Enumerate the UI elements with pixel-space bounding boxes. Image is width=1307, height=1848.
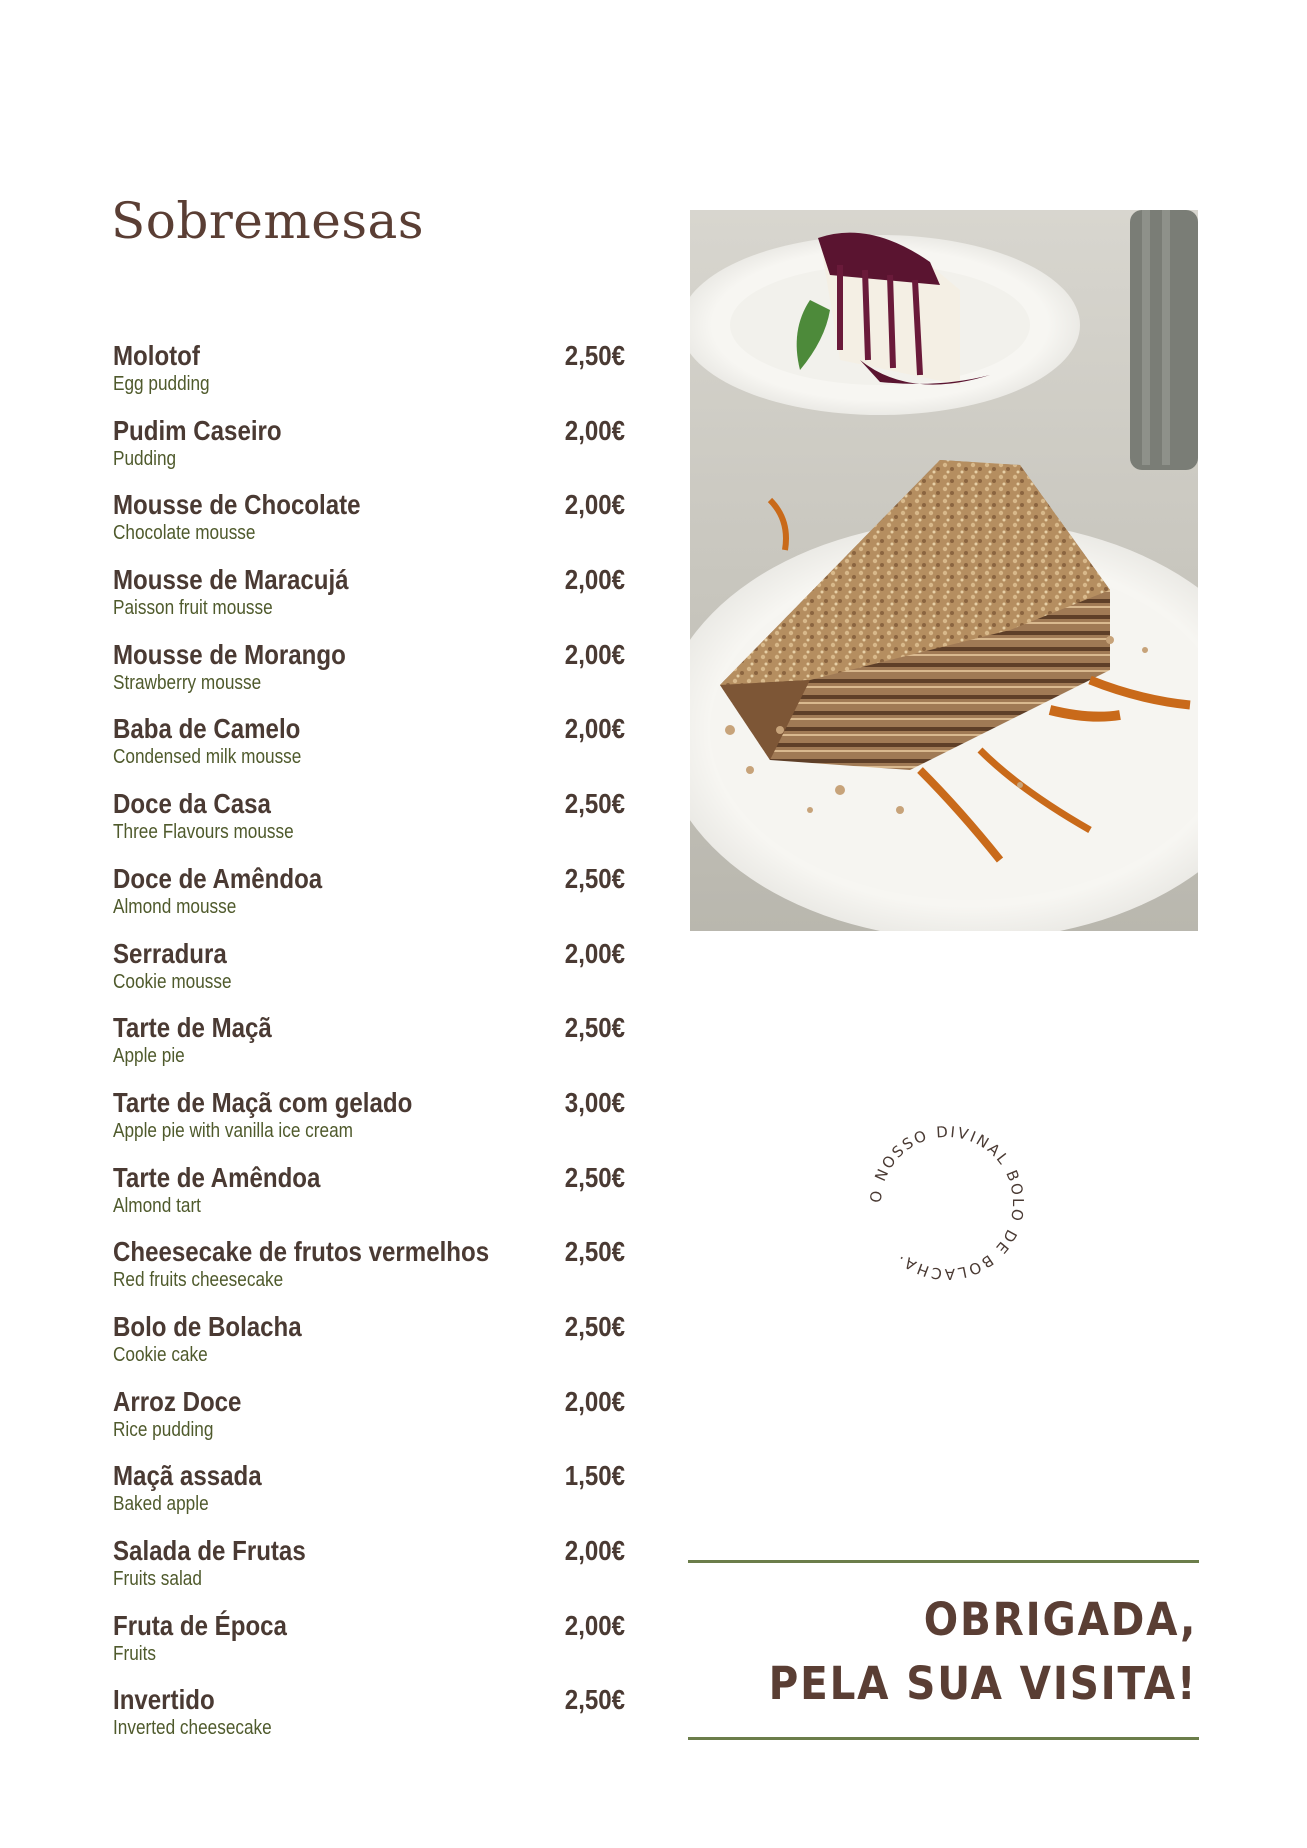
menu-item-price: 2,00€: [564, 1535, 625, 1566]
menu-item-description: Paisson fruit mousse: [113, 597, 273, 620]
menu-item-description: Red fruits cheesecake: [113, 1269, 284, 1292]
menu-item-price: 2,00€: [564, 1385, 625, 1417]
menu-item-name: Doce de Amêndoa: [113, 862, 323, 894]
menu-item-description: Strawberry mousse: [113, 671, 262, 694]
menu-item-name: Arroz Doce: [113, 1385, 242, 1417]
menu-item-name: Cheesecake de frutos vermelhos: [113, 1236, 490, 1268]
menu-item-name: Baba de Camelo: [113, 713, 301, 745]
menu-item-name: Serradura: [113, 937, 227, 969]
thank-you-line-2: PELA SUA VISITA!: [768, 1657, 1197, 1710]
menu-item-price: 2,50€: [564, 1012, 625, 1044]
menu-item-price: 2,50€: [564, 788, 625, 820]
menu-item-name: Molotof: [113, 340, 200, 371]
cookie-cake-image: [690, 210, 1198, 931]
menu-item-description: Egg pudding: [113, 373, 210, 395]
menu-item-name: Doce da Casa: [113, 788, 271, 820]
menu-item: [113, 1535, 633, 1610]
menu-item-price: 2,00€: [564, 638, 625, 670]
dessert-photo: [690, 210, 1198, 931]
menu-item-description: Fruits: [113, 1642, 156, 1665]
menu-item-description: Baked apple: [113, 1493, 209, 1516]
menu-item-price: 2,00€: [564, 1609, 625, 1641]
menu-item-price: 2,50€: [564, 1161, 625, 1193]
menu-item: [113, 415, 633, 490]
menu-item-price: 2,50€: [564, 1236, 625, 1268]
thank-you-line-1: OBRIGADA,: [923, 1593, 1197, 1646]
badge-circular-text: O NOSSO DIVINAL BOLO DE BOLACHA·: [866, 1122, 1028, 1284]
menu-item: [113, 489, 633, 564]
menu-item-description: Pudding: [113, 447, 177, 470]
menu-item-name: Bolo de Bolacha: [113, 1310, 302, 1342]
menu-item: [113, 788, 633, 863]
menu-item-name: Invertido: [113, 1684, 215, 1716]
menu-item-price: 2,50€: [564, 340, 625, 371]
divinal-bolo-badge: [862, 1118, 1032, 1288]
footer-top-divider: [688, 1560, 1199, 1563]
menu-item-price: 2,00€: [564, 713, 625, 745]
menu-item-description: Apple pie with vanilla ice cream: [113, 1119, 353, 1142]
menu-item-name: Tarte de Maçã: [113, 1012, 272, 1044]
menu-item-description: Cookie cake: [113, 1343, 208, 1366]
menu-item: [113, 1012, 633, 1087]
menu-item-price: 3,00€: [564, 1086, 625, 1118]
menu-item: [113, 938, 633, 1013]
menu-item: [113, 1087, 633, 1162]
menu-item-description: Inverted cheesecake: [113, 1717, 272, 1740]
svg-text:O NOSSO DIVINAL BOLO DE BOLACH: [867, 1123, 1027, 1283]
menu-item-name: Mousse de Morango: [113, 638, 346, 670]
menu-item: [113, 1684, 633, 1759]
menu-item: [113, 1386, 633, 1461]
menu-item-price: 2,00€: [564, 489, 625, 521]
menu-item-price: 2,00€: [564, 937, 625, 969]
menu-item: [113, 1236, 633, 1311]
menu-item-name: Mousse de Chocolate: [113, 489, 361, 521]
menu-item-name: Maçã assada: [113, 1460, 262, 1492]
menu-item-price: 2,50€: [564, 1684, 625, 1716]
menu-item-description: Fruits salad: [113, 1568, 202, 1590]
menu-item-price: 2,00€: [564, 414, 625, 446]
menu-item: [113, 863, 633, 938]
menu-item-description: Cookie mousse: [113, 970, 232, 993]
menu-item-name: Mousse de Maracujá: [113, 564, 349, 596]
menu-item: [113, 1610, 633, 1685]
menu-item-name: Tarte de Amêndoa: [113, 1161, 321, 1193]
menu-item: [113, 1162, 633, 1237]
menu-item-name: Pudim Caseiro: [113, 414, 282, 446]
page-title: Sobremesas: [111, 192, 424, 250]
menu-item: [113, 564, 633, 639]
menu-item-description: Condensed milk mousse: [113, 746, 302, 769]
menu-item-name: Salada de Frutas: [113, 1535, 306, 1566]
menu-item: [113, 1460, 633, 1535]
footer-bottom-divider: [688, 1737, 1199, 1740]
menu-item: [113, 639, 633, 714]
thank-you-message: [768, 1588, 1197, 1716]
menu-item-price: 1,50€: [564, 1460, 625, 1492]
menu-item-name: Tarte de Maçã com gelado: [113, 1086, 413, 1118]
menu-item-description: Almond tart: [113, 1194, 201, 1217]
menu-item: [113, 340, 633, 415]
menu-item: [113, 713, 633, 788]
menu-item: [113, 1311, 633, 1386]
menu-item-description: Almond mousse: [113, 895, 237, 918]
menu-item-description: Rice pudding: [113, 1418, 214, 1441]
menu-item-description: Chocolate mousse: [113, 522, 256, 545]
menu-item-price: 2,50€: [564, 862, 625, 894]
menu-item-name: Fruta de Época: [113, 1609, 287, 1641]
menu-item-description: Apple pie: [113, 1045, 185, 1068]
menu-item-description: Three Flavours mousse: [113, 821, 294, 844]
dessert-menu-list: [113, 340, 633, 1759]
menu-item-price: 2,00€: [564, 564, 625, 596]
menu-item-price: 2,50€: [564, 1310, 625, 1342]
